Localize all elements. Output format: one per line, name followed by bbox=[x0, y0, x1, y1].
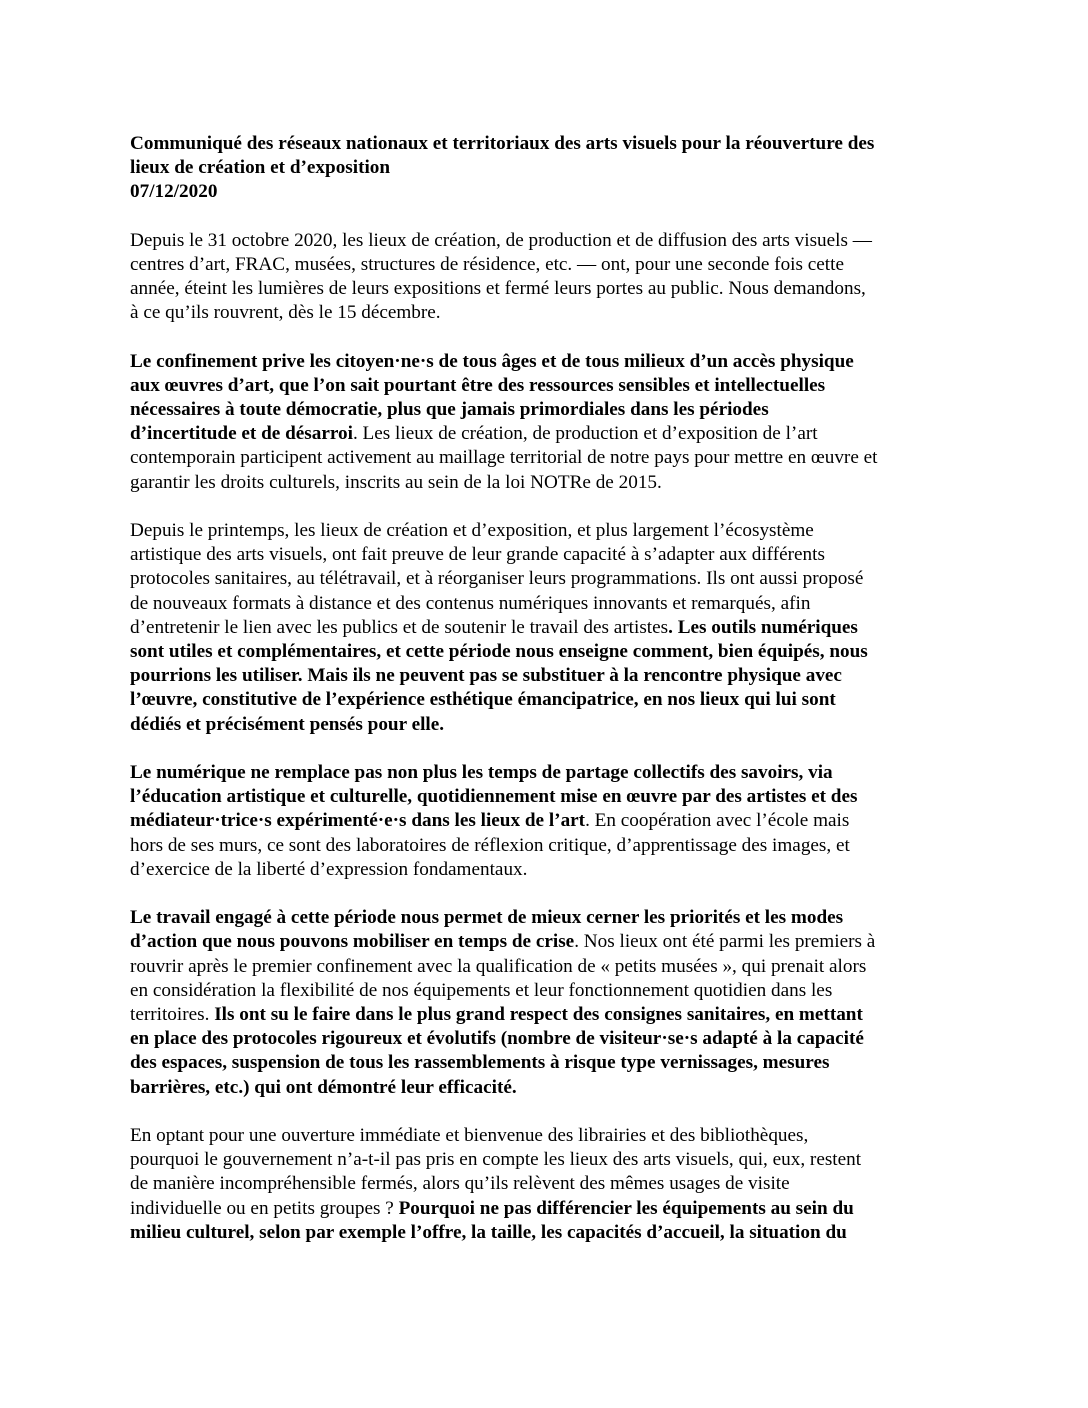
text-line bbox=[130, 301, 962, 325]
text-line bbox=[130, 543, 962, 567]
regular-text: de nouveaux formats à distance et des contenus numériques innovants et remarqués, afin bbox=[130, 592, 811, 614]
regular-text: pourquoi le gouvernement n’a-t-il pas pris en compte les lieux des arts visuels, qui, eux, restent bbox=[130, 1149, 862, 1171]
regular-text: centres d’art, FRAC, musées, structures de résidence, etc. — ont, pour une seconde fois cette bbox=[130, 253, 844, 275]
regular-text: territoires. bbox=[130, 1004, 215, 1026]
text-line bbox=[130, 809, 962, 833]
regular-text: . Les lieux de création, de production et d’exposition de l’art bbox=[352, 423, 818, 445]
regular-text: année, éteint les lumières de leurs expositions et fermé leurs portes au public. Nous demandons, bbox=[130, 278, 866, 300]
bold-text: l’éducation artistique et culturelle, quotidiennement mise en œuvre par des artistes et des bbox=[130, 786, 858, 808]
text-line bbox=[130, 858, 962, 882]
text-line bbox=[130, 567, 962, 591]
title-line: Communiqué des réseaux nationaux et territoriaux des arts visuels pour la réouverture des bbox=[130, 133, 875, 154]
regular-text: protocoles sanitaires, au télétravail, et à réorganiser leurs programmations. Ils ont aussi proposé bbox=[130, 568, 864, 590]
text-line bbox=[130, 713, 962, 737]
text-line bbox=[130, 350, 962, 374]
regular-text: contemporain participent activement au maillage territorial de notre pays pour mettre en œuvre et bbox=[130, 447, 878, 469]
document-page bbox=[130, 132, 962, 1269]
title-line: lieux de création et d’exposition bbox=[130, 157, 391, 179]
text-line bbox=[130, 930, 962, 954]
paragraph bbox=[130, 350, 962, 495]
text-line bbox=[130, 1221, 962, 1245]
text-line bbox=[130, 1027, 962, 1051]
document-title bbox=[130, 132, 962, 205]
text-line bbox=[130, 446, 962, 470]
text-line bbox=[130, 955, 962, 979]
document-date: 07/12/2020 bbox=[130, 181, 218, 203]
paragraph bbox=[130, 761, 962, 882]
text-line bbox=[130, 906, 962, 930]
text-line bbox=[130, 592, 962, 616]
text-line bbox=[130, 979, 962, 1003]
text-line bbox=[130, 1051, 962, 1075]
bold-text: barrières, etc.) qui ont démontré leur efficacité. bbox=[130, 1076, 517, 1098]
bold-text: milieu culturel, selon par exemple l’offre, la taille, les capacités d’accueil, la situation du bbox=[130, 1221, 847, 1243]
text-line bbox=[130, 616, 962, 640]
bold-text: en place des protocoles rigoureux et évolutifs (nombre de visiteur·se·s adapté à la capacité bbox=[130, 1028, 864, 1050]
regular-text: d’exercice de la liberté d’expression fondamentaux. bbox=[130, 858, 528, 880]
text-line bbox=[130, 1076, 962, 1100]
regular-text: Depuis le printemps, les lieux de création et d’exposition, et plus largement l’écosystème bbox=[130, 520, 814, 542]
paragraph bbox=[130, 229, 962, 326]
bold-text: des espaces, suspension de tous les rassemblements à risque type vernissages, mesures bbox=[130, 1052, 830, 1074]
regular-text: hors de ses murs, ce sont des laboratoires de réflexion critique, d’apprentissage des images, et bbox=[130, 834, 850, 856]
bold-text: sont utiles et complémentaires, et cette période nous enseigne comment, bien équipés, nous bbox=[130, 641, 868, 663]
text-line bbox=[130, 253, 962, 277]
regular-text: rouvrir après le premier confinement avec la qualification de « petits musées », qui prenait alors bbox=[130, 955, 867, 977]
text-line bbox=[130, 1124, 962, 1148]
regular-text: garantir les droits culturels, inscrits au sein de la loi NOTRe de 2015. bbox=[130, 471, 662, 493]
text-line bbox=[130, 422, 962, 446]
regular-text: à ce qu’ils rouvrent, dès le 15 décembre. bbox=[130, 302, 441, 324]
regular-text: . En coopération avec l’école mais bbox=[585, 810, 850, 832]
document-body bbox=[130, 229, 962, 1245]
text-line bbox=[130, 688, 962, 712]
text-line bbox=[130, 1197, 962, 1221]
regular-text: en considération la flexibilité de nos équipements et leur fonctionnement quotidien dans les bbox=[130, 979, 833, 1001]
bold-text: Pourquoi ne pas différencier les équipements au sein du bbox=[398, 1197, 854, 1219]
regular-text: Depuis le 31 octobre 2020, les lieux de création, de production et de diffusion des arts visuels — bbox=[130, 229, 872, 251]
bold-text: l’œuvre, constitutive de l’expérience esthétique émancipatrice, en nos lieux qui lui sont bbox=[130, 689, 836, 711]
text-line bbox=[130, 785, 962, 809]
regular-text: individuelle ou en petits groupes ? bbox=[130, 1197, 399, 1219]
bold-text: Le travail engagé à cette période nous permet de mieux cerner les priorités et les modes bbox=[130, 907, 844, 929]
bold-text: aux œuvres d’art, que l’on sait pourtant être des ressources sensibles et intellectuelles bbox=[130, 374, 826, 396]
regular-text: . Nos lieux ont été parmi les premiers à bbox=[574, 931, 876, 953]
text-line bbox=[130, 1172, 962, 1196]
bold-text: dédiés et précisément pensés pour elle. bbox=[130, 713, 445, 735]
regular-text: de manière incompréhensible fermés, alors qu’ils relèvent des mêmes usages de visite bbox=[130, 1173, 790, 1195]
paragraph bbox=[130, 1124, 962, 1245]
bold-text: médiateur·trice·s expérimenté·e·s dans les lieux de l’art bbox=[130, 810, 586, 832]
text-line bbox=[130, 277, 962, 301]
text-line bbox=[130, 519, 962, 543]
text-line bbox=[130, 664, 962, 688]
text-line bbox=[130, 640, 962, 664]
regular-text: En optant pour une ouverture immédiate et bienvenue des librairies et des bibliothèques, bbox=[130, 1125, 809, 1147]
text-line bbox=[130, 471, 962, 495]
text-line bbox=[130, 374, 962, 398]
regular-text: artistique des arts visuels, ont fait preuve de leur grande capacité à s’adapter aux différents bbox=[130, 544, 825, 566]
bold-text: pourrions les utiliser. Mais ils ne peuvent pas se substituer à la rencontre physique avec bbox=[130, 665, 842, 687]
bold-text: Ils ont su le faire dans le plus grand respect des consignes sanitaires, en mettant bbox=[214, 1004, 863, 1026]
bold-text: d’incertitude et de désarroi bbox=[130, 423, 353, 445]
text-line bbox=[130, 229, 962, 253]
bold-text: nécessaires à toute démocratie, plus que jamais primordiales dans les périodes bbox=[130, 399, 769, 421]
text-line bbox=[130, 834, 962, 858]
bold-text: d’action que nous pouvons mobiliser en temps de crise bbox=[130, 931, 575, 953]
bold-text: Le confinement prive les citoyen·ne·s de tous âges et de tous milieux d’un accès physique bbox=[130, 350, 854, 372]
paragraph bbox=[130, 519, 962, 737]
regular-text: d’entretenir le lien avec les publics et de soutenir le travail des artistes bbox=[130, 616, 669, 638]
paragraph bbox=[130, 906, 962, 1100]
bold-text: Le numérique ne remplace pas non plus les temps de partage collectifs des savoirs, via bbox=[130, 762, 833, 784]
text-line bbox=[130, 761, 962, 785]
text-line bbox=[130, 398, 962, 422]
text-line bbox=[130, 1003, 962, 1027]
text-line bbox=[130, 1148, 962, 1172]
bold-text: . Les outils numériques bbox=[668, 616, 858, 638]
